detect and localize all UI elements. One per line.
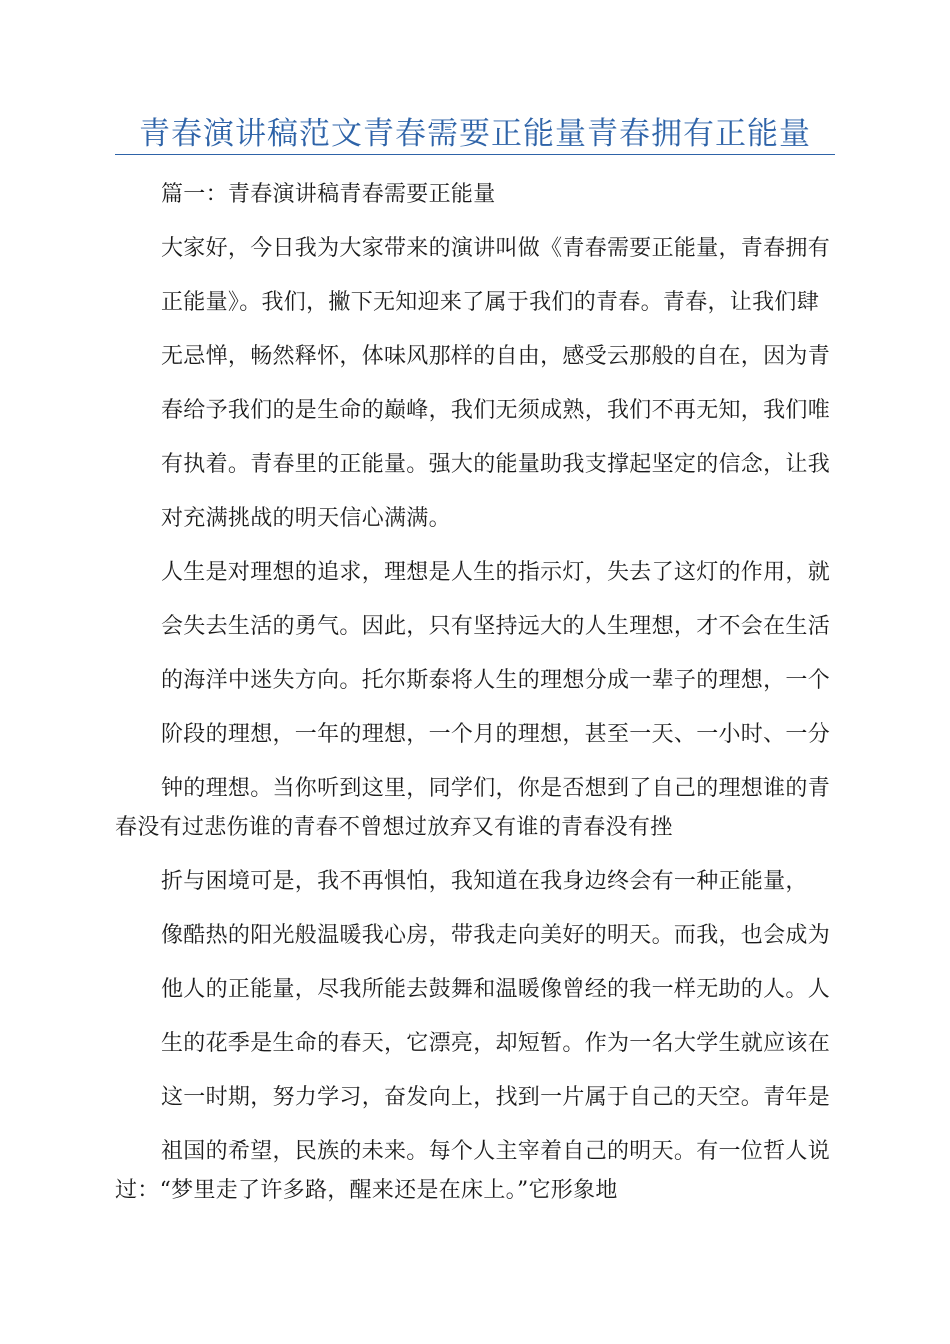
body-line: 春没有过悲伤谁的青春不曾想过放弃又有谁的青春没有挫 [115,815,673,840]
body-line: 有执着。青春里的正能量。强大的能量助我支撑起坚定的信念，让我 [161,452,831,477]
body-line: 会失去生活的勇气。因此，只有坚持远大的人生理想，才不会在生活 [161,614,831,639]
body-line: 折与困境可是，我不再惧怕，我知道在我身边终会有一种正能量， [161,869,808,894]
title-underline [115,154,835,155]
body-line: 的海洋中迷失方向。托尔斯泰将人生的理想分成一辈子的理想，一个 [161,668,831,693]
body-line: 他人的正能量，尽我所能去鼓舞和温暖像曾经的我一样无助的人。人 [161,977,831,1002]
body-line: 这一时期，努力学习，奋发向上，找到一片属于自己的天空。青年是 [161,1085,831,1110]
body-line: 大家好，今日我为大家带来的演讲叫做《青春需要正能量，青春拥有 [161,236,831,261]
section-heading: 篇一：青春演讲稿青春需要正能量 [161,182,496,207]
body-line: 过：“梦里走了许多路，醒来还是在床上。”它形象地 [115,1178,618,1203]
document-title: 青春演讲稿范文青春需要正能量青春拥有正能量 [139,116,811,152]
body-line: 阶段的理想，一年的理想，一个月的理想，甚至一天、一小时、一分 [161,722,831,747]
body-line: 生的花季是生命的春天，它漂亮，却短暂。作为一名大学生就应该在 [161,1031,831,1056]
body-line: 钟的理想。当你听到这里，同学们，你是否想到了自己的理想谁的青 [161,776,831,801]
body-line: 人生是对理想的追求，理想是人生的指示灯，失去了这灯的作用，就 [161,560,831,585]
body-line: 无忌惮，畅然释怀，体味风那样的自由，感受云那般的自在，因为青 [161,344,831,369]
body-line: 对充满挑战的明天信心满满。 [161,506,451,531]
body-line: 春给予我们的是生命的巅峰，我们无须成熟，我们不再无知，我们唯 [161,398,831,423]
body-line: 正能量》。我们，撇下无知迎来了属于我们的青春。青春，让我们肆 [161,290,820,315]
body-line: 像酷热的阳光般温暖我心房，带我走向美好的明天。而我，也会成为 [161,923,831,948]
body-line: 祖国的希望，民族的未来。每个人主宰着自己的明天。有一位哲人说 [161,1139,831,1164]
